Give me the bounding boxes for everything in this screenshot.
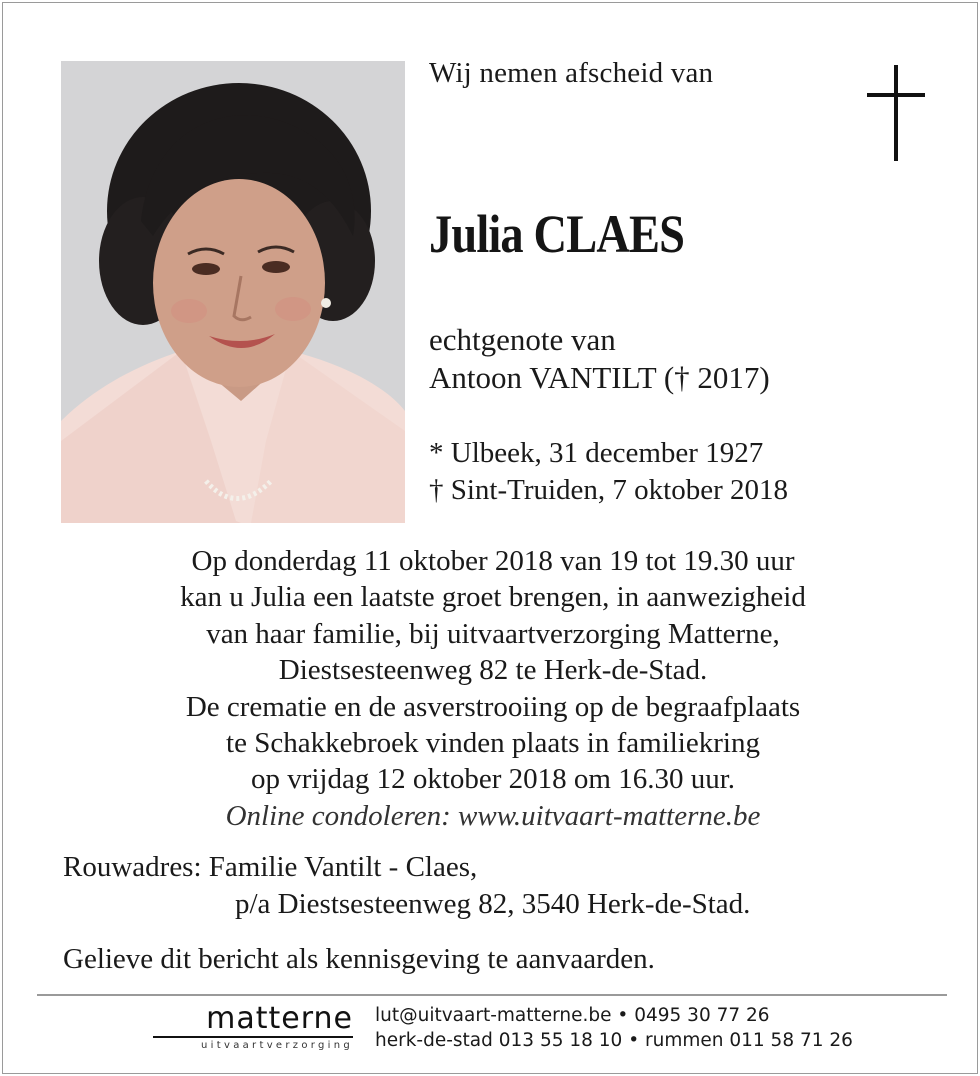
spouse-line-1: echtgenote van: [429, 322, 616, 357]
cross-icon: [867, 65, 925, 163]
ceremony-line: op vrijdag 12 oktober 2018 om 16.30 uur.: [250, 763, 736, 796]
ceremony-line: te Schakkebroek vinden plaats in familiekring: [226, 727, 760, 760]
ceremony-line: van haar familie, bij uitvaartverzorging Matterne,: [206, 617, 780, 650]
matterne-logo: [153, 1001, 353, 1055]
spouse-line-2: Antoon VANTILT († 2017): [429, 360, 770, 395]
online-condolence-link[interactable]: Online condoleren: www.uitvaart-matterne.be: [225, 799, 761, 832]
death-date: † Sint-Truiden, 7 oktober 2018: [429, 474, 789, 506]
birth-date: * Ulbeek, 31 december 1927: [429, 437, 764, 469]
mourning-address: [63, 849, 750, 923]
contact-line-2: herk-de-stad 013 55 18 10 • rummen 011 58 71 26: [375, 1030, 853, 1051]
deceased-name: Julia CLAES: [429, 204, 685, 264]
ceremony-line: kan u Julia een laatste groet brengen, in aanwezigheid: [180, 581, 806, 614]
notice-text: Gelieve dit bericht als kennisgeving te aanvaarden.: [63, 943, 655, 975]
address-line-2: p/a Diestsesteenweg 82, 3540 Herk-de-Stad.: [235, 888, 751, 920]
logo-word: matterne: [206, 1001, 353, 1036]
ceremony-line: De crematie en de asverstrooiing op de begraafplaats: [185, 690, 801, 723]
intro-text: Wij nemen afscheid van: [429, 57, 714, 89]
logo-subtitle: uitvaartverzorging: [201, 1040, 353, 1051]
spouse-block: [429, 321, 770, 397]
portrait-photo: [61, 61, 405, 523]
contact-info: [375, 1003, 853, 1053]
ceremony-line: Op donderdag 11 oktober 2018 van 19 tot 19.30 uur: [191, 545, 795, 577]
obituary-card: [2, 2, 978, 1074]
ceremony-text: [43, 543, 943, 834]
divider: [37, 994, 947, 996]
contact-line-1[interactable]: lut@uitvaart-matterne.be • 0495 30 77 26: [375, 1005, 770, 1026]
dates-block: [429, 435, 788, 509]
ceremony-line: Diestsesteenweg 82 te Herk-de-Stad.: [278, 654, 708, 687]
address-line-1: Rouwadres: Familie Vantilt - Claes,: [63, 851, 478, 883]
